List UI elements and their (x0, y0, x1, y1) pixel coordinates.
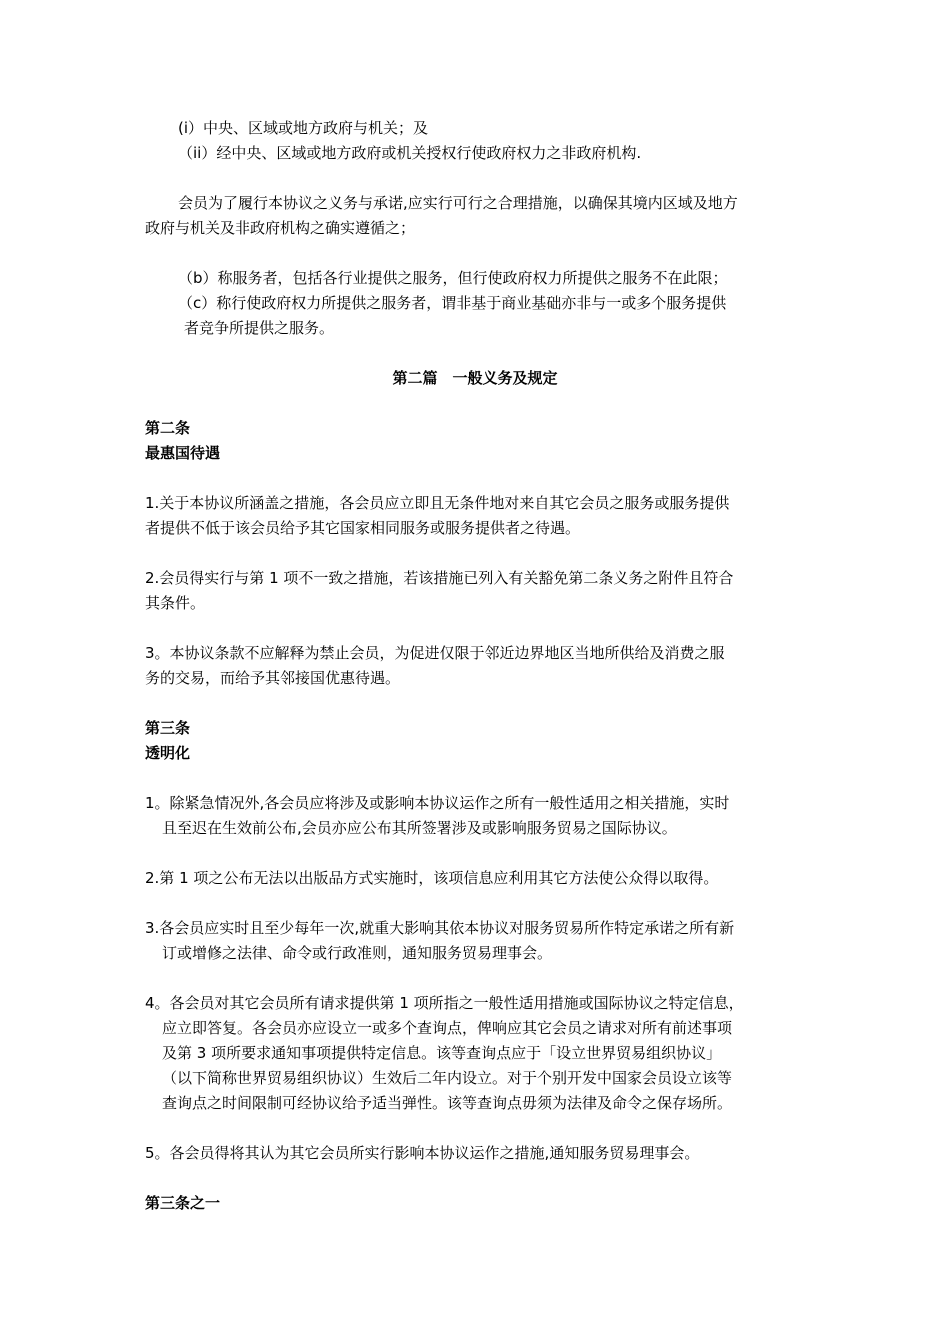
article-2-p2-line-2: 其条件。 (145, 594, 206, 612)
article-2-p3-line-2: 务的交易，而给予其邻接国优惠待遇。 (145, 669, 401, 687)
article-3-p3-line-1: 3.各会员应实时且至少每年一次,就重大影响其依本协议对服务贸易所作特定承诺之所有新 (145, 919, 735, 937)
article-3-p3-line-2: 订或增修之法律、命令或行政准则，通知服务贸易理事会。 (162, 944, 553, 962)
intro-paragraph-line-2: 政府与机关及非政府机构之确实遵循之； (145, 219, 416, 237)
article-2-p1-line-2: 者提供不低于该会员给予其它国家相同服务或服务提供者之待遇。 (145, 519, 581, 537)
part-title: 第二篇 一般义务及规定 (392, 369, 558, 387)
intro-item-ii: （ii）经中央、区域或地方政府或机关授权行使政府权力之非政府机构. (178, 144, 642, 162)
article-3-p2-line-1: 2.第 1 项之公布无法以出版品方式实施时，该项信息应利用其它方法使公众得以取得。 (145, 869, 719, 887)
article-3-p4-line-1: 4。各会员对其它会员所有请求提供第 1 项所指之一般性适用措施或国际协议之特定信息， (145, 994, 744, 1012)
article-3-number: 第三条 (145, 719, 191, 737)
article-2-p1-line-1: 1.关于本协议所涵盖之措施，各会员应立即且无条件地对来自其它会员之服务或服务提供 (145, 494, 730, 512)
intro-paragraph-line-1: 会员为了履行本协议之义务与承诺,应实行可行之合理措施，以确保其境内区域及地方 (178, 194, 738, 212)
intro-item-c-line-1: （c）称行使政府权力所提供之服务者，谓非基于商业基础亦非与一或多个服务提供 (178, 294, 727, 312)
article-3bis-number: 第三条之一 (145, 1194, 221, 1212)
article-2-title: 最惠国待遇 (145, 444, 221, 462)
article-3-p4-line-4: （以下简称世界贸易组织协议）生效后二年内设立。对于个别开发中国家会员设立该等 (162, 1069, 733, 1087)
article-3-p1-line-2: 且至迟在生效前公布,会员亦应公布其所签署涉及或影响服务贸易之国际协议。 (162, 819, 677, 837)
intro-item-b: （b）称服务者，包括各行业提供之服务，但行使政府权力所提供之服务不在此限； (178, 269, 728, 287)
article-3-p4-line-5: 查询点之时间限制可经协议给予适当弹性。该等查询点毋须为法律及命令之保存场所。 (162, 1094, 733, 1112)
article-3-p4-line-2: 应立即答复。各会员亦应设立一或多个查询点，俾响应其它会员之请求对所有前述事项 (162, 1019, 733, 1037)
article-2-p2-line-1: 2.会员得实行与第 1 项不一致之措施，若该措施已列入有关豁免第二条义务之附件且符合 (145, 569, 734, 587)
article-3-p1-line-1: 1。除紧急情况外,各会员应将涉及或影响本协议运作之所有一般性适用之相关措施，实时 (145, 794, 730, 812)
intro-item-i: (i）中央、区域或地方政府与机关；及 (178, 119, 429, 137)
intro-item-c-line-2: 者竞争所提供之服务。 (184, 319, 335, 337)
article-2-p3-line-1: 3。本协议条款不应解释为禁止会员，为促进仅限于邻近边界地区当地所供给及消费之服 (145, 644, 725, 662)
article-3-title: 透明化 (145, 744, 191, 762)
article-2-number: 第二条 (145, 419, 191, 437)
article-3-p4-line-3: 及第 3 项所要求通知事项提供特定信息。该等查询点应于「设立世界贸易组织协议」 (162, 1044, 722, 1062)
article-3-p5-line-1: 5。各会员得将其认为其它会员所实行影响本协议运作之措施,通知服务贸易理事会。 (145, 1144, 700, 1162)
